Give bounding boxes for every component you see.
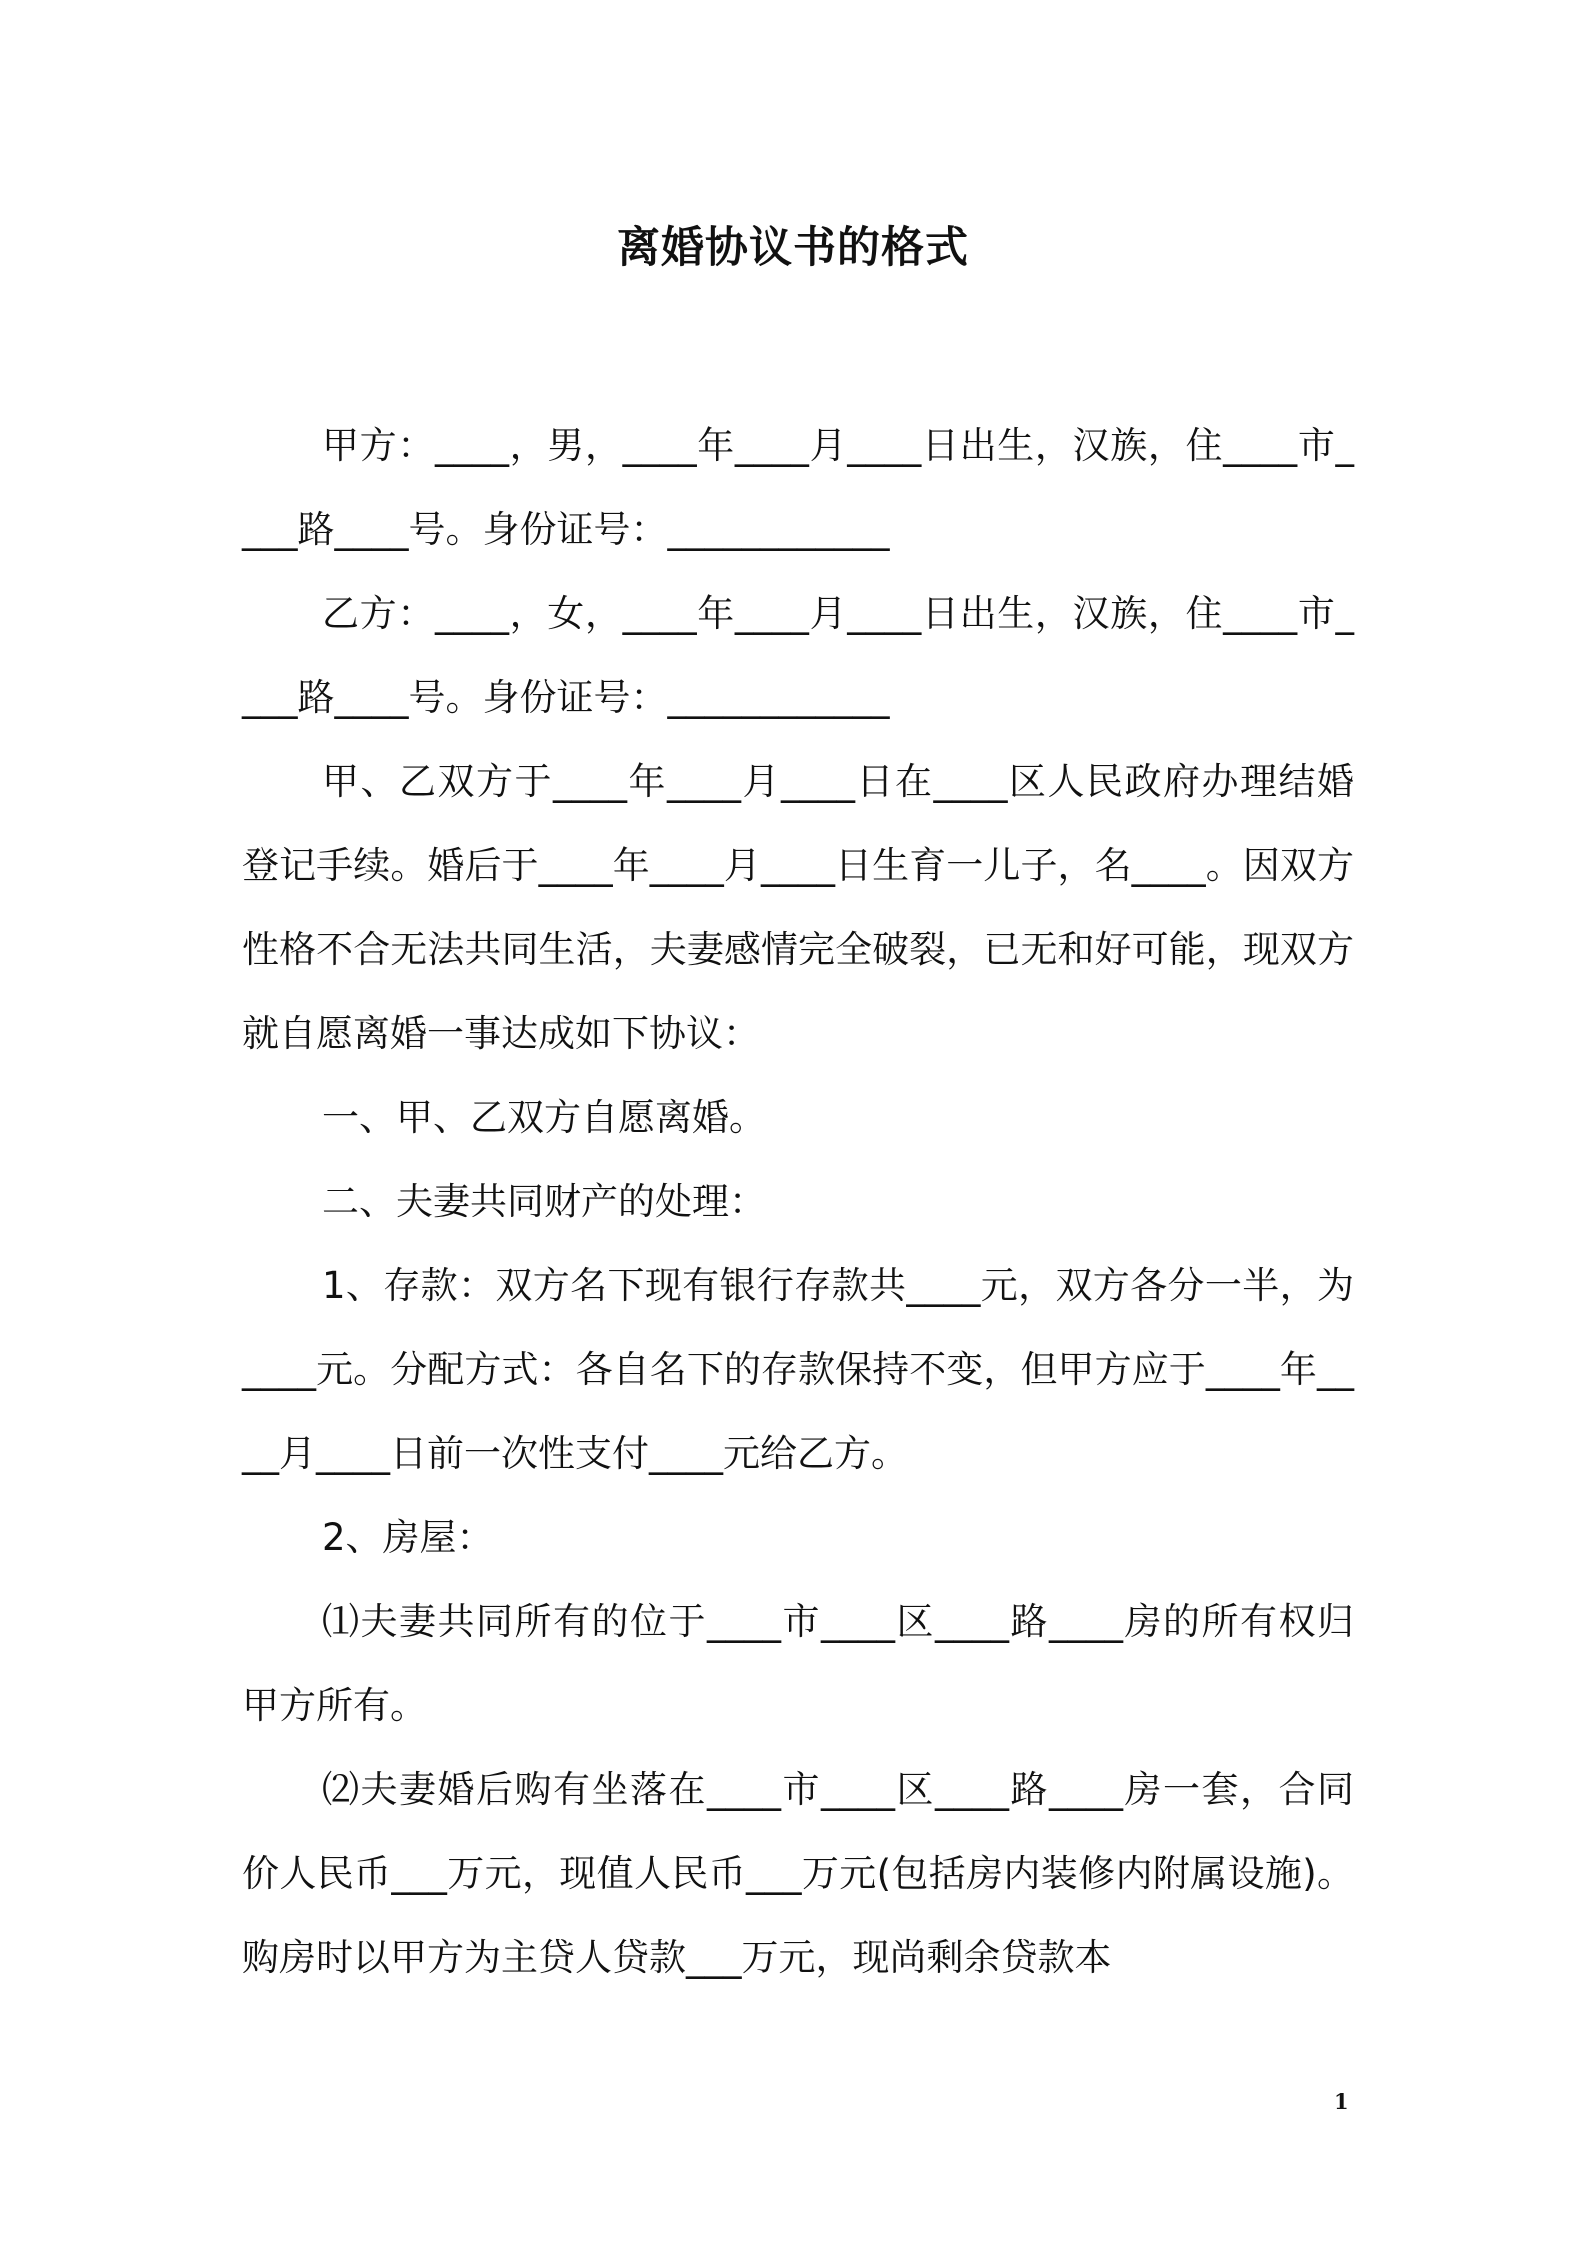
paragraph-clause-1: 一、甲、乙双方自愿离婚。: [322, 1096, 766, 1139]
paragraph-clause-2-heading: 二、夫妻共同财产的处理：: [322, 1180, 766, 1223]
paragraph-deposits: 1、存款：双方名下现有银行存款共____元，双方各分一半，为____元。分配方式：各自名下的存款保持不变，但甲方应于____年____月____日前一次性支付____元给乙方。: [242, 1264, 1354, 1475]
paragraph-party-a: 甲方：____，男，____年____月____日出生，汉族，住____市____路____号。身份证号：____________: [242, 424, 1354, 551]
paragraph-housing-heading: 2、房屋：: [322, 1516, 494, 1559]
paragraph-housing-item-2: ⑵夫妻婚后购有坐落在____市____区____路____房一套，合同价人民币___万元，现值人民币___万元(包括房内装修内附属设施)。购房时以甲方为主贷人贷款___万元，现尚剩余贷款本: [242, 1768, 1354, 1979]
page-number: 1: [1334, 2089, 1349, 2114]
paragraph-party-b: 乙方：____，女，____年____月____日出生，汉族，住____市____路____号。身份证号：____________: [242, 592, 1354, 719]
document-title: 离婚协议书的格式: [617, 223, 969, 273]
paragraph-housing-item-1: ⑴夫妻共同所有的位于____市____区____路____房的所有权归甲方所有。: [242, 1600, 1354, 1727]
paragraph-marriage-info: 甲、乙双方于____年____月____日在____区人民政府办理结婚登记手续。婚后于____年____月____日生育一儿子，名____。因双方性格不合无法共同生活，夫妻感情完全破裂，已无和好可能，现双方就自愿离婚一事达成如下协议：: [242, 760, 1354, 1055]
document-body: [242, 404, 1354, 2000]
